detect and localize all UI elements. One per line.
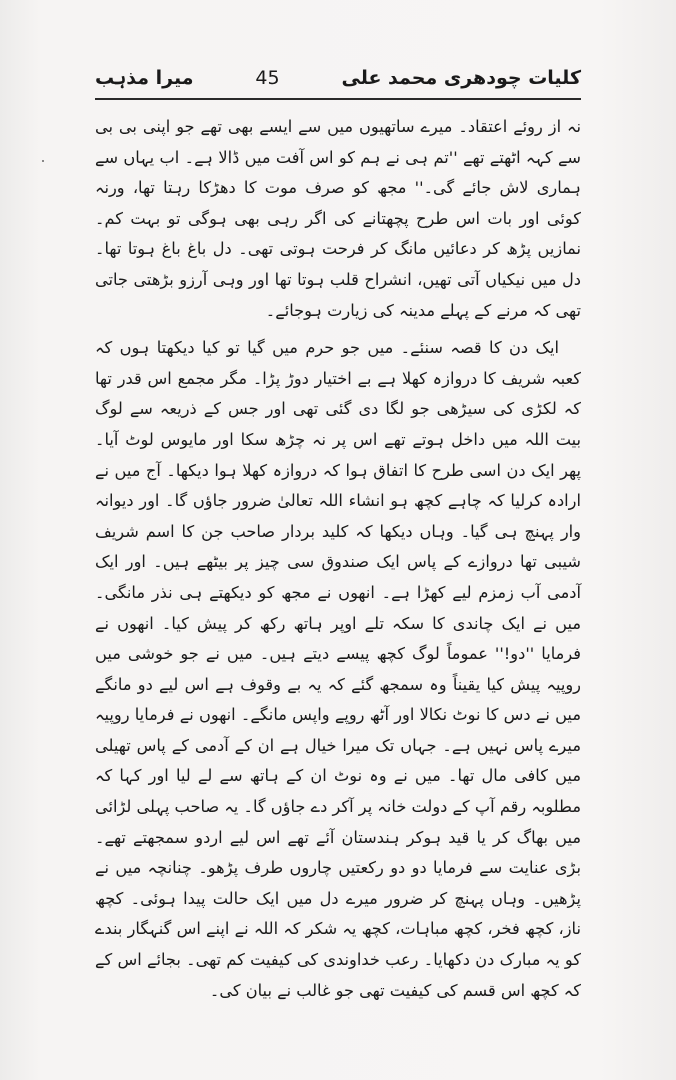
- page-number: 45: [255, 67, 280, 89]
- book-title: کلیات چودھری محمد علی: [341, 67, 581, 89]
- body-text: [95, 112, 581, 1006]
- chapter-title: میرا مذہب: [95, 67, 194, 89]
- paragraph-2: ایک دن کا قصہ سنئے۔ میں جو حرم میں گیا تو کیا دیکھتا ہوں کہ کعبہ شریف کا دروازہ کھلا ہے بے اختیار دوڑ پڑا۔ مگر مجمع اس قدر تھا کہ لکڑی کی سیڑھی جو لگا دی گئی تھی اور جس کے ذریعہ سے لوگ بیت اللہ میں داخل ہوتے تھے اس پر نہ چڑھ سکا اور مایوس لوٹ آیا۔ پھر ایک دن اسی طرح کا اتفاق ہوا کہ دروازہ کھلا ہوا دیکھا۔ آج میں نے ارادہ کرلیا کہ چاہے کچھ ہو انشاء اللہ تعالیٰ ضرور جاؤں گا۔ اور دیوانہ وار پہنچ ہی گیا۔ وہاں دیکھا کہ کلید بردار صاحب جن کا اسم شریف شیبی تھا دروازے کے پاس ایک صندوق سی چیز پر بیٹھے ہیں۔ اور ایک آدمی آب زمزم لیے کھڑا ہے۔ انھوں نے مجھ کو دیکھتے ہی نذر مانگی۔ میں نے ایک چاندی کا سکہ تلے اوپر ہاتھ رکھ کر پیش کیا۔ انھوں نے فرمایا ''دو!'' عموماً لوگ کچھ پیسے دیتے ہیں۔ میں نے جو خوشی میں روپیہ پیش کیا یقیناً وہ سمجھ گئے کہ یہ بے وقوف ہے اس لیے دو مانگے میں نے دس کا نوٹ نکالا اور آٹھ روپے واپس مانگے۔ انھوں نے فرمایا روپیہ میرے پاس نہیں ہے۔ جہاں تک میرا خیال ہے ان کے آدمی کے پاس تھیلی میں کافی مال تھا۔ میں نے وہ نوٹ ان کے ہاتھ سے لے لیا اور کہا کہ مطلوبہ رقم آپ کے دولت خانہ پر آکر دے جاؤں گا۔ یہ صاحب پہلی لڑائی میں بھاگ کر یا قید ہوکر ہندستان آئے تھے اس لیے اردو سمجھتے تھے۔ بڑی عنایت سے فرمایا دو دو رکعتیں چاروں طرف پڑھو۔ چنانچہ میں نے پڑھیں۔ وہاں پہنچ کر ضرور میرے دل میں ایک حالت پیدا ہوئی۔ کچھ ناز، کچھ فخر، کچھ مباہات، کچھ یہ شکر کہ اللہ نے اپنے اس گنہگار بندے کو یہ مبارک دن دکھایا۔ رعب خداوندی کی کیفیت کم تھی۔ بجائے اس کے کہ کچھ اس قسم کی کیفیت تھی جو غالب نے بیان کی۔: [95, 338, 581, 1000]
- page-header: [95, 62, 581, 94]
- paragraph-1: نہ از روئے اعتقاد۔ میرے ساتھیوں میں سے ایسے بھی تھے جو اپنی بی بی سے کہہ اٹھتے تھے ''تم ہی نے ہم کو اس آفت میں ڈالا ہے۔ اب یہاں سے ہماری لاش جائے گی۔'' مجھ کو صرف موت کا دھڑکا رہتا تھا، ورنہ کوئی اور بات اس طرح پچھتانے کی اگر رہی بھی ہوگی تو بہت کم۔ نمازیں پڑھ کر دعائیں مانگ کر فرحت ہوتی تھی۔ دل باغ باغ ہوتا تھا۔ دل میں نیکیاں آتی تھیں، انشراح قلب ہوتا تھا اور وہی آرزو بڑھتی جاتی تھی کہ مرنے کے پہلے مدینہ کی زیارت ہوجائے۔: [95, 117, 581, 320]
- header-rule: [95, 98, 581, 100]
- margin-mark: [42, 160, 44, 162]
